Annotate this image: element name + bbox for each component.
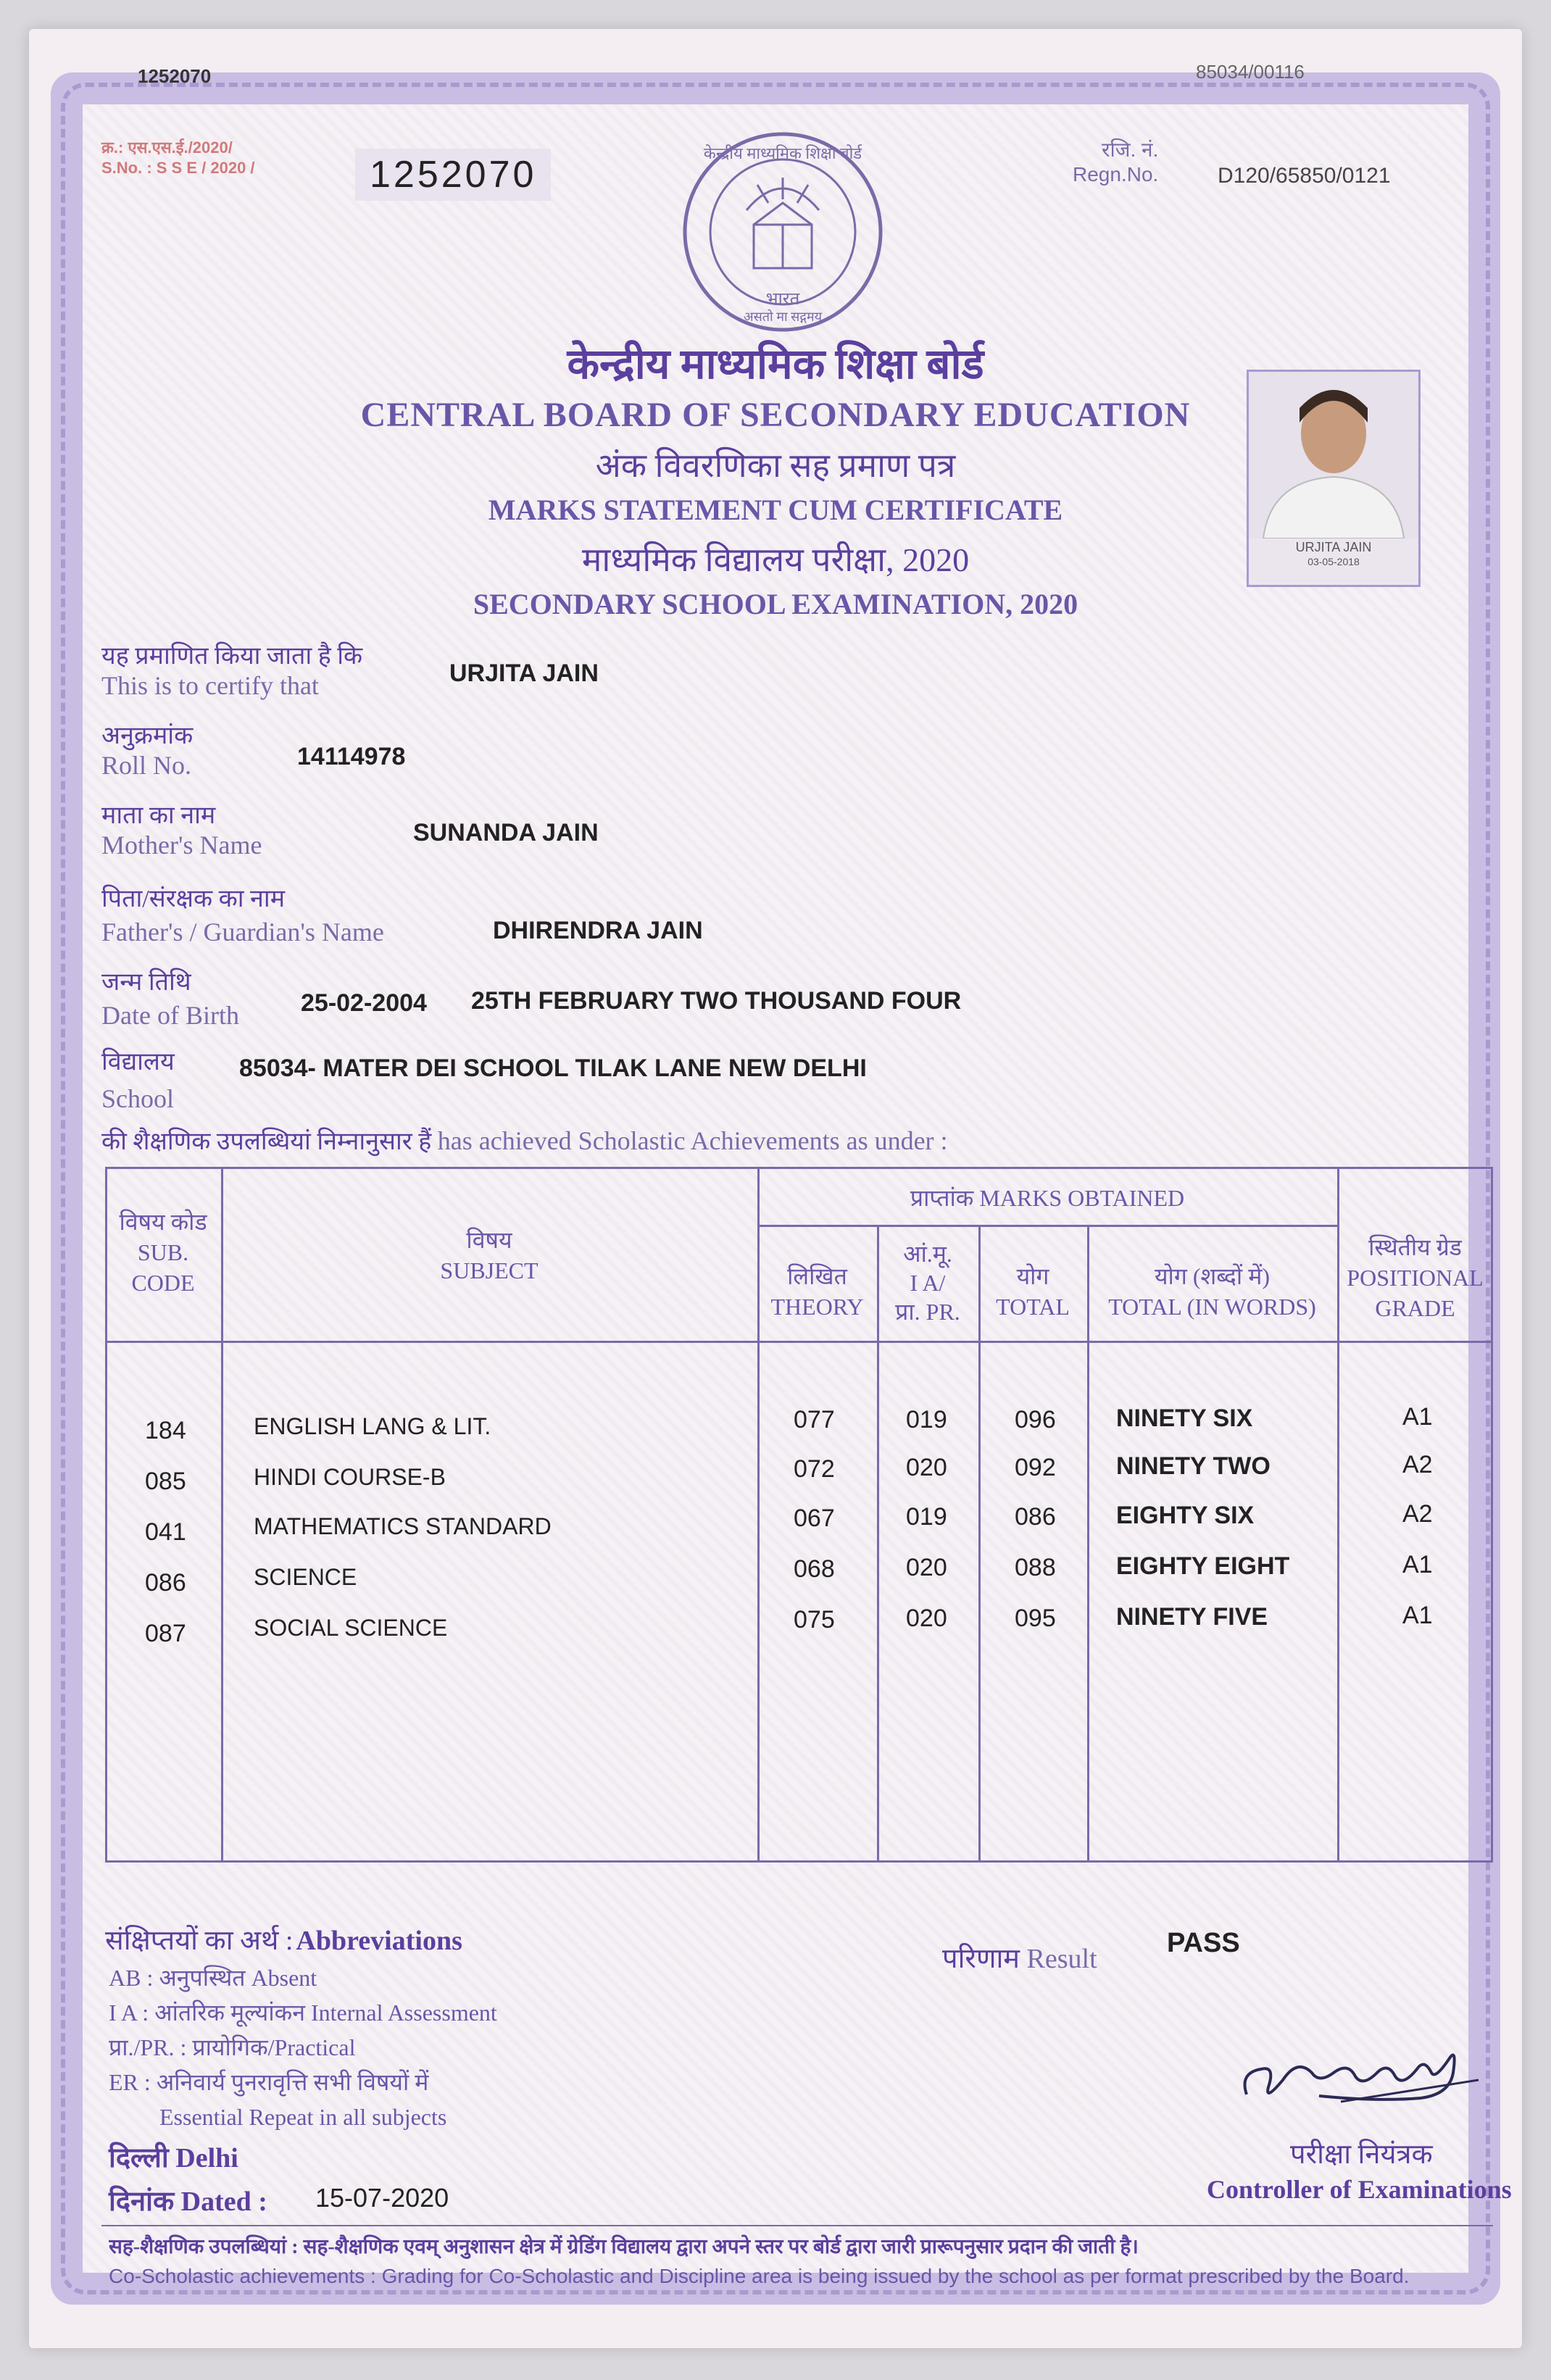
header-ia-hi: आं.मू. <box>903 1241 952 1267</box>
header-ia-en2: प्रा. PR. <box>895 1299 960 1325</box>
cell-total: 096 <box>1015 1406 1056 1434</box>
header-words-hi: योग (शब्दों में) <box>1154 1263 1270 1289</box>
issue-date: 15-07-2020 <box>315 2183 449 2213</box>
father-label-en: Father's / Guardian's Name <box>101 918 384 946</box>
serial-number: 1252070 <box>355 149 551 201</box>
school-name: 85034- MATER DEI SCHOOL TILAK LANE NEW DELHI <box>239 1054 867 1082</box>
cell-total: 088 <box>1015 1554 1056 1581</box>
header-subject-en: SUBJECT <box>440 1257 539 1283</box>
photo-date: 03-05-2018 <box>1307 556 1360 567</box>
school-label-hi: विद्यालय <box>101 1049 175 1075</box>
marks-subheader-divider <box>757 1225 1337 1227</box>
cell-code: 184 <box>145 1417 186 1444</box>
header-theory <box>757 1261 877 1322</box>
certificate-sheet <box>29 29 1522 2348</box>
cell-grade: A1 <box>1402 1551 1433 1578</box>
controller-title-hi: परीक्षा नियंत्रक <box>1290 2139 1433 2170</box>
header-subject-hi: विषय <box>466 1227 512 1253</box>
mother-label-en: Mother's Name <box>101 831 262 860</box>
cell-grade: A1 <box>1402 1602 1433 1629</box>
regn-value: D120/65850/0121 <box>1218 164 1391 188</box>
cell-words: NINETY SIX <box>1116 1405 1253 1432</box>
result-label <box>942 1939 1097 1976</box>
result-value: PASS <box>1167 1928 1240 1958</box>
seal-text-bottom: भारत <box>765 290 800 309</box>
portrait-icon <box>1249 372 1418 538</box>
header-marks-obtained <box>757 1183 1337 1213</box>
cell-grade: A1 <box>1402 1403 1433 1431</box>
header-marks-en: MARKS OBTAINED <box>979 1185 1185 1211</box>
cell-code: 041 <box>145 1518 186 1546</box>
cell-ia: 020 <box>906 1605 947 1632</box>
header-sub-code <box>105 1207 221 1298</box>
sno-label <box>101 138 255 178</box>
abbreviations-title <box>105 1921 462 1958</box>
cell-ia: 020 <box>906 1454 947 1481</box>
header-total-words <box>1087 1261 1337 1322</box>
cell-subject: SCIENCE <box>254 1564 357 1590</box>
signature-icon <box>1232 2029 1493 2123</box>
roll-label-hi: अनुक्रमांक <box>101 723 194 749</box>
board-title-en: CENTRAL BOARD OF SECONDARY EDUCATION <box>360 396 1191 434</box>
dated-label <box>109 2181 267 2219</box>
serial-top-left: 1252070 <box>138 65 212 87</box>
regn-label <box>1073 138 1158 187</box>
header-grade-en1: POSITIONAL <box>1347 1265 1484 1291</box>
header-total <box>978 1261 1087 1322</box>
exam-title-hi: माध्यमिक विद्यालय परीक्षा, 2020 <box>581 541 970 578</box>
regn-label-en: Regn.No. <box>1073 163 1159 186</box>
abbreviations-list <box>109 1960 497 2134</box>
mother-label-hi: माता का नाम <box>101 802 216 829</box>
place <box>109 2138 238 2176</box>
header-ia-en1: I A/ <box>910 1270 946 1296</box>
cell-ia: 019 <box>906 1406 947 1434</box>
header-total-hi: योग <box>1016 1263 1049 1289</box>
sno-label-en: S.No. : S S E / 2020 / <box>101 159 255 177</box>
cell-subject: ENGLISH LANG & LIT. <box>254 1413 491 1439</box>
header-grade-hi: स्थितीय ग्रेड <box>1368 1234 1462 1260</box>
place-hi: दिल्ली <box>109 2143 169 2173</box>
cell-code: 087 <box>145 1620 186 1647</box>
cell-code: 085 <box>145 1468 186 1495</box>
cell-words: EIGHTY EIGHT <box>1116 1552 1290 1580</box>
co-scholastic-note-en: Co-Scholastic achievements : Grading for Co-Scholastic and Discipline area is being issued by the school as per format prescribed by the Board. <box>109 2265 1410 2287</box>
sno-label-hi: क्र.: एस.एस.ई./2020/ <box>101 138 233 157</box>
achievements-line <box>101 1123 948 1157</box>
board-title-hi: केन्द्रीय माध्यमिक शिक्षा बोर्ड <box>567 341 984 388</box>
dob-label-en: Date of Birth <box>101 1001 239 1030</box>
cell-theory: 072 <box>794 1455 835 1483</box>
cell-words: NINETY TWO <box>1116 1452 1271 1480</box>
header-grade-en2: GRADE <box>1375 1295 1455 1321</box>
seal-motto: असतो मा सद्गमय <box>743 309 823 324</box>
cell-theory: 068 <box>794 1555 835 1583</box>
header-code-hi: विषय कोड <box>119 1209 207 1235</box>
abbr-title-en: Abbreviations <box>296 1926 462 1956</box>
cell-total: 095 <box>1015 1605 1056 1632</box>
cell-subject: MATHEMATICS STANDARD <box>254 1513 552 1539</box>
controller-title-en: Controller of Examinations <box>1207 2175 1512 2204</box>
header-theory-en: THEORY <box>770 1294 864 1320</box>
cell-theory: 077 <box>794 1406 835 1434</box>
seal-text-top: केन्द्रीय माध्यमिक शिक्षा बोर्ड <box>703 144 862 162</box>
dob-value: 25-02-2004 <box>301 989 427 1017</box>
achieved-label-hi: की शैक्षणिक उपलब्धियां निम्नानुसार हैं <box>101 1128 432 1155</box>
header-grade <box>1337 1232 1493 1323</box>
school-label-en: School <box>101 1084 175 1113</box>
certify-label-en: This is to certify that <box>101 671 319 700</box>
cell-words: EIGHTY SIX <box>1116 1502 1255 1529</box>
result-label-hi: परिणाम <box>942 1944 1020 1974</box>
cell-theory: 067 <box>794 1505 835 1532</box>
dated-hi: दिनांक <box>109 2186 175 2217</box>
cbse-seal <box>674 123 891 341</box>
place-en: Delhi <box>175 2143 238 2173</box>
cell-grade: A2 <box>1402 1500 1433 1528</box>
cell-subject: HINDI COURSE-B <box>254 1464 446 1490</box>
header-ia-pr <box>877 1239 978 1326</box>
cell-grade: A2 <box>1402 1451 1433 1478</box>
header-code-en2: CODE <box>131 1270 195 1296</box>
mother-name: SUNANDA JAIN <box>413 819 599 846</box>
father-label-hi: पिता/संरक्षक का नाम <box>101 886 286 912</box>
cell-ia: 020 <box>906 1554 947 1581</box>
result-label-en: Result <box>1026 1944 1097 1974</box>
header-total-en: TOTAL <box>996 1294 1070 1320</box>
cell-code: 086 <box>145 1569 186 1597</box>
serial-top-right: 85034/00116 <box>1196 61 1305 83</box>
footer-divider <box>101 2225 1493 2226</box>
dated-en: Dated : <box>180 2186 267 2217</box>
photo-name: URJITA JAIN <box>1295 540 1372 554</box>
cell-total: 086 <box>1015 1503 1056 1531</box>
header-subject <box>221 1225 757 1286</box>
abbr-item: Essential Repeat in all subjects <box>159 2104 447 2130</box>
doc-title-hi: अंक विवरणिका सह प्रमाण पत्र <box>595 447 956 484</box>
header-code-en1: SUB. <box>137 1239 189 1265</box>
header-theory-hi: लिखित <box>787 1263 847 1289</box>
certify-label-hi: यह प्रमाणित किया जाता है कि <box>101 643 363 670</box>
cell-ia: 019 <box>906 1503 947 1531</box>
dob-words: 25TH FEBRUARY TWO THOUSAND FOUR <box>471 987 962 1015</box>
abbr-title-hi: संक्षिप्तयों का अर्थ : <box>105 1926 294 1956</box>
co-scholastic-note-hi: सह-शैक्षणिक उपलब्धियां : सह-शैक्षणिक एवम् अनुशासन क्षेत्र में ग्रेडिंग विद्यालय द्वारा अपने स्तर पर बोर्ड द्वारा जारी प्रारूपनुसार प्रदान की जाती है। <box>109 2236 1139 2258</box>
controller-signature <box>1232 2029 1493 2127</box>
header-words-en: TOTAL (IN WORDS) <box>1108 1294 1316 1320</box>
header-marks-hi: प्राप्तांक <box>910 1185 974 1211</box>
student-photo <box>1247 370 1421 587</box>
abbr-item: I A : आंतरिक मूल्यांकन Internal Assessment <box>109 2000 497 2026</box>
achieved-label-en: has achieved Scholastic Achievements as under : <box>437 1126 948 1155</box>
roll-number: 14114978 <box>297 743 406 770</box>
cell-total: 092 <box>1015 1454 1056 1481</box>
dob-label-hi: जन्म तिथि <box>101 969 191 996</box>
doc-title-en: MARKS STATEMENT CUM CERTIFICATE <box>488 494 1063 526</box>
exam-title-en: SECONDARY SCHOOL EXAMINATION, 2020 <box>473 588 1078 620</box>
abbr-item: प्रा./PR. : प्रायोगिक/Practical <box>109 2034 356 2060</box>
regn-label-hi: रजि. नं. <box>1102 138 1159 161</box>
student-name: URJITA JAIN <box>449 660 599 687</box>
abbr-item: AB : अनुपस्थित Absent <box>109 1965 317 1991</box>
father-name: DHIRENDRA JAIN <box>493 917 703 944</box>
cell-words: NINETY FIVE <box>1116 1603 1268 1631</box>
abbr-item: ER : अनिवार्य पुनरावृत्ति सभी विषयों में <box>109 2069 429 2095</box>
roll-label-en: Roll No. <box>101 751 192 780</box>
cell-theory: 075 <box>794 1606 835 1634</box>
cell-subject: SOCIAL SCIENCE <box>254 1615 448 1641</box>
table-header-divider <box>105 1341 1493 1343</box>
